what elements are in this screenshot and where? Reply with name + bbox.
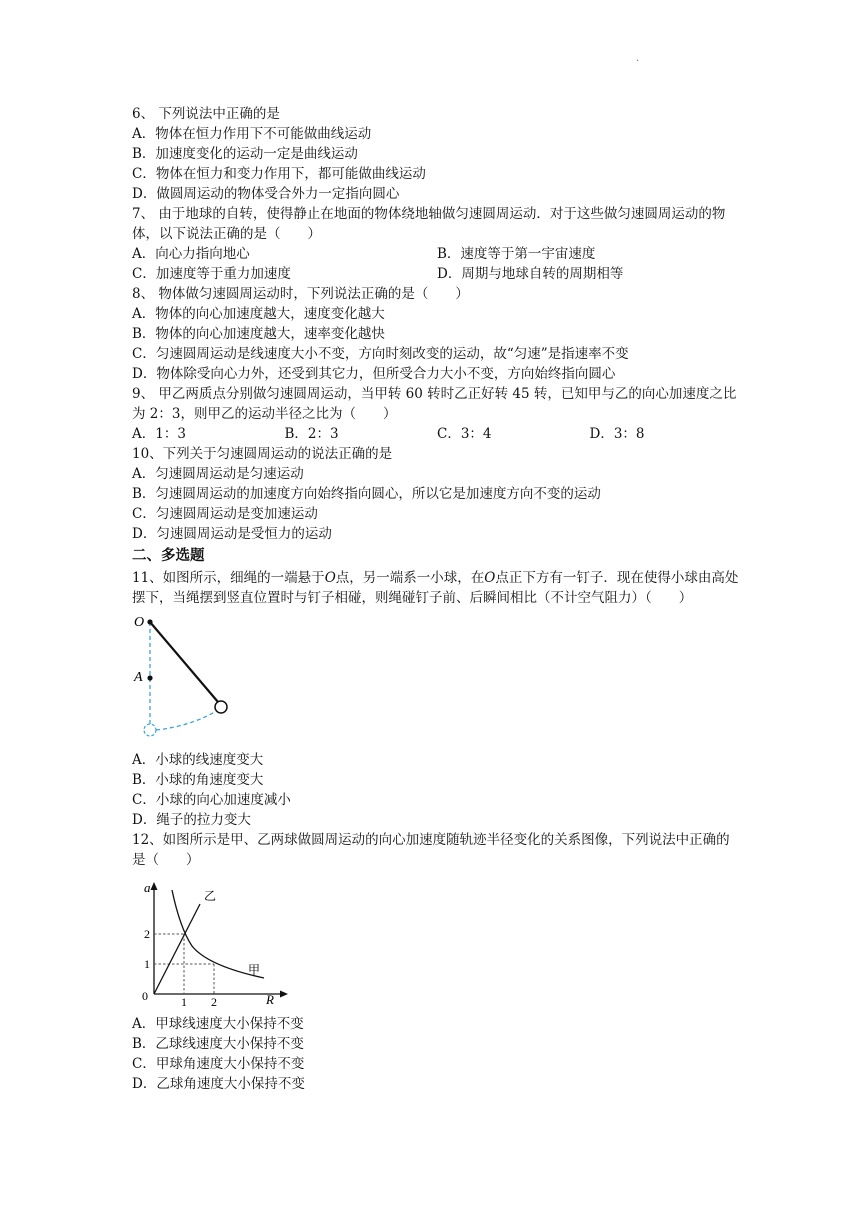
option-a: A．小球的线速度变大 bbox=[132, 752, 264, 768]
stem-part: 点，另一端系一小球，在 bbox=[335, 570, 485, 586]
question-stem: 6、 下列说法中正确的是 bbox=[132, 106, 280, 122]
option-a: A．匀速圆周运动是匀速运动 bbox=[132, 466, 304, 482]
rope bbox=[150, 622, 218, 702]
option-b: B．乙球线速度大小保持不变 bbox=[132, 1036, 304, 1052]
origin-label: 0 bbox=[142, 989, 148, 1003]
question-8 bbox=[132, 284, 742, 384]
y-axis-label: a bbox=[144, 880, 151, 895]
option-b: B．加速度变化的运动一定是曲线运动 bbox=[132, 146, 358, 162]
option-b: B．小球的角速度变大 bbox=[132, 772, 264, 788]
x-axis-arrow bbox=[280, 991, 288, 998]
question-stem: 7、 由于地球的自转，使得静止在地面的物体绕地轴做匀速圆周运动．对于这些做匀速圆周运动的物体，以下说法正确的是（ ） bbox=[132, 206, 726, 242]
x-tick-1: 1 bbox=[181, 995, 187, 1006]
option-b: B．2：3 bbox=[284, 426, 339, 442]
question-12 bbox=[132, 830, 742, 1094]
option-b: B．匀速圆周运动的加速度方向始终指向圆心，所以它是加速度方向不变的运动 bbox=[132, 486, 601, 502]
curve-label-jia: 甲 bbox=[248, 963, 261, 977]
option-d: D．绳子的拉力变大 bbox=[132, 812, 251, 828]
question-10 bbox=[132, 444, 742, 544]
option-c: C．小球的向心加速度减小 bbox=[132, 792, 291, 808]
option-d: D．乙球角速度大小保持不变 bbox=[132, 1076, 305, 1092]
label-a: A bbox=[134, 670, 143, 685]
option-b: B．速度等于第一宇宙速度 bbox=[437, 246, 596, 262]
curve-label-yi: 乙 bbox=[204, 889, 217, 903]
y-axis-arrow bbox=[151, 882, 158, 890]
option-c: C．加速度等于重力加速度 bbox=[132, 266, 291, 282]
y-tick-1: 1 bbox=[144, 957, 150, 971]
section-heading-multiple-choice: 二、多选题 bbox=[132, 547, 205, 564]
option-row bbox=[132, 244, 742, 264]
ball-lowest-position bbox=[144, 724, 156, 736]
option-d: D．3：8 bbox=[589, 426, 645, 442]
stem-part: 点正下方有一钉子．现在使得小球由高处摆下，当绳摆到竖直位置时与钉子相碰，则绳碰钉子前、后瞬间相比（不计空气阻力）（ ） bbox=[132, 570, 739, 606]
nail-a bbox=[147, 675, 152, 680]
option-c: C．匀速圆周运动是线速度大小不变，方向时刻改变的运动，故“匀速”是指速率不变 bbox=[132, 346, 629, 362]
question-6 bbox=[132, 104, 742, 204]
exam-page bbox=[132, 104, 742, 1094]
option-c: C．3：4 bbox=[437, 426, 492, 442]
label-o: O bbox=[134, 615, 145, 630]
x-axis-label: R bbox=[266, 992, 274, 1006]
option-a: A．物体的向心加速度越大，速度变化越大 bbox=[132, 306, 385, 322]
question-11 bbox=[132, 568, 742, 830]
header-dot: · bbox=[636, 56, 640, 67]
pendulum-figure bbox=[132, 612, 242, 744]
option-b: B．物体的向心加速度越大，速率变化越快 bbox=[132, 326, 385, 342]
point-o-var: O bbox=[484, 570, 496, 586]
option-d: D．匀速圆周运动是受恒力的运动 bbox=[132, 526, 332, 542]
question-stem: 10、下列关于匀速圆周运动的说法正确的是 bbox=[132, 446, 393, 462]
point-o-var: O bbox=[324, 570, 336, 586]
curve-yi bbox=[154, 904, 200, 994]
option-c: C．匀速圆周运动是变加速运动 bbox=[132, 506, 318, 522]
option-c: C．物体在恒力和变力作用下，都可能做曲线运动 bbox=[132, 166, 426, 182]
option-c: C．甲球角速度大小保持不变 bbox=[132, 1056, 305, 1072]
x-tick-2: 2 bbox=[211, 995, 217, 1006]
option-row bbox=[132, 424, 742, 444]
option-a: A．甲球线速度大小保持不变 bbox=[132, 1016, 304, 1032]
pivot-o bbox=[147, 619, 152, 624]
acceleration-radius-graph bbox=[132, 876, 292, 1006]
question-stem bbox=[132, 568, 742, 608]
option-a: A．物体在恒力作用下不可能做曲线运动 bbox=[132, 126, 372, 142]
question-7 bbox=[132, 204, 742, 284]
option-d: D．周期与地球自转的周期相等 bbox=[437, 266, 624, 282]
question-stem: 12、如图所示是甲、乙两球做圆周运动的向心加速度随轨迹半径变化的关系图像，下列说法中正确的是（ ） bbox=[132, 832, 730, 868]
option-d: D．物体除受向心力外，还受到其它力，但所受合力大小不变，方向始终指向圆心 bbox=[132, 366, 616, 382]
option-a: A．1：3 bbox=[132, 426, 186, 442]
question-9 bbox=[132, 384, 742, 444]
option-a: A．向心力指向地心 bbox=[132, 246, 250, 262]
swing-arc bbox=[156, 710, 218, 730]
option-d: D．做圆周运动的物体受合外力一定指向圆心 bbox=[132, 186, 400, 202]
option-row bbox=[132, 264, 742, 284]
question-stem: 9、 甲乙两质点分别做匀速圆周运动，当甲转 60 转时乙正好转 45 转，已知甲与乙的向心加速度之比为 2：3，则甲乙的运动半径之比为（ ） bbox=[132, 386, 737, 422]
ball bbox=[215, 701, 227, 713]
question-stem: 8、 物体做匀速圆周运动时，下列说法正确的是（ ） bbox=[132, 286, 469, 302]
y-tick-2: 2 bbox=[144, 927, 150, 941]
stem-part: 11、如图所示，细绳的一端悬于 bbox=[132, 570, 325, 586]
